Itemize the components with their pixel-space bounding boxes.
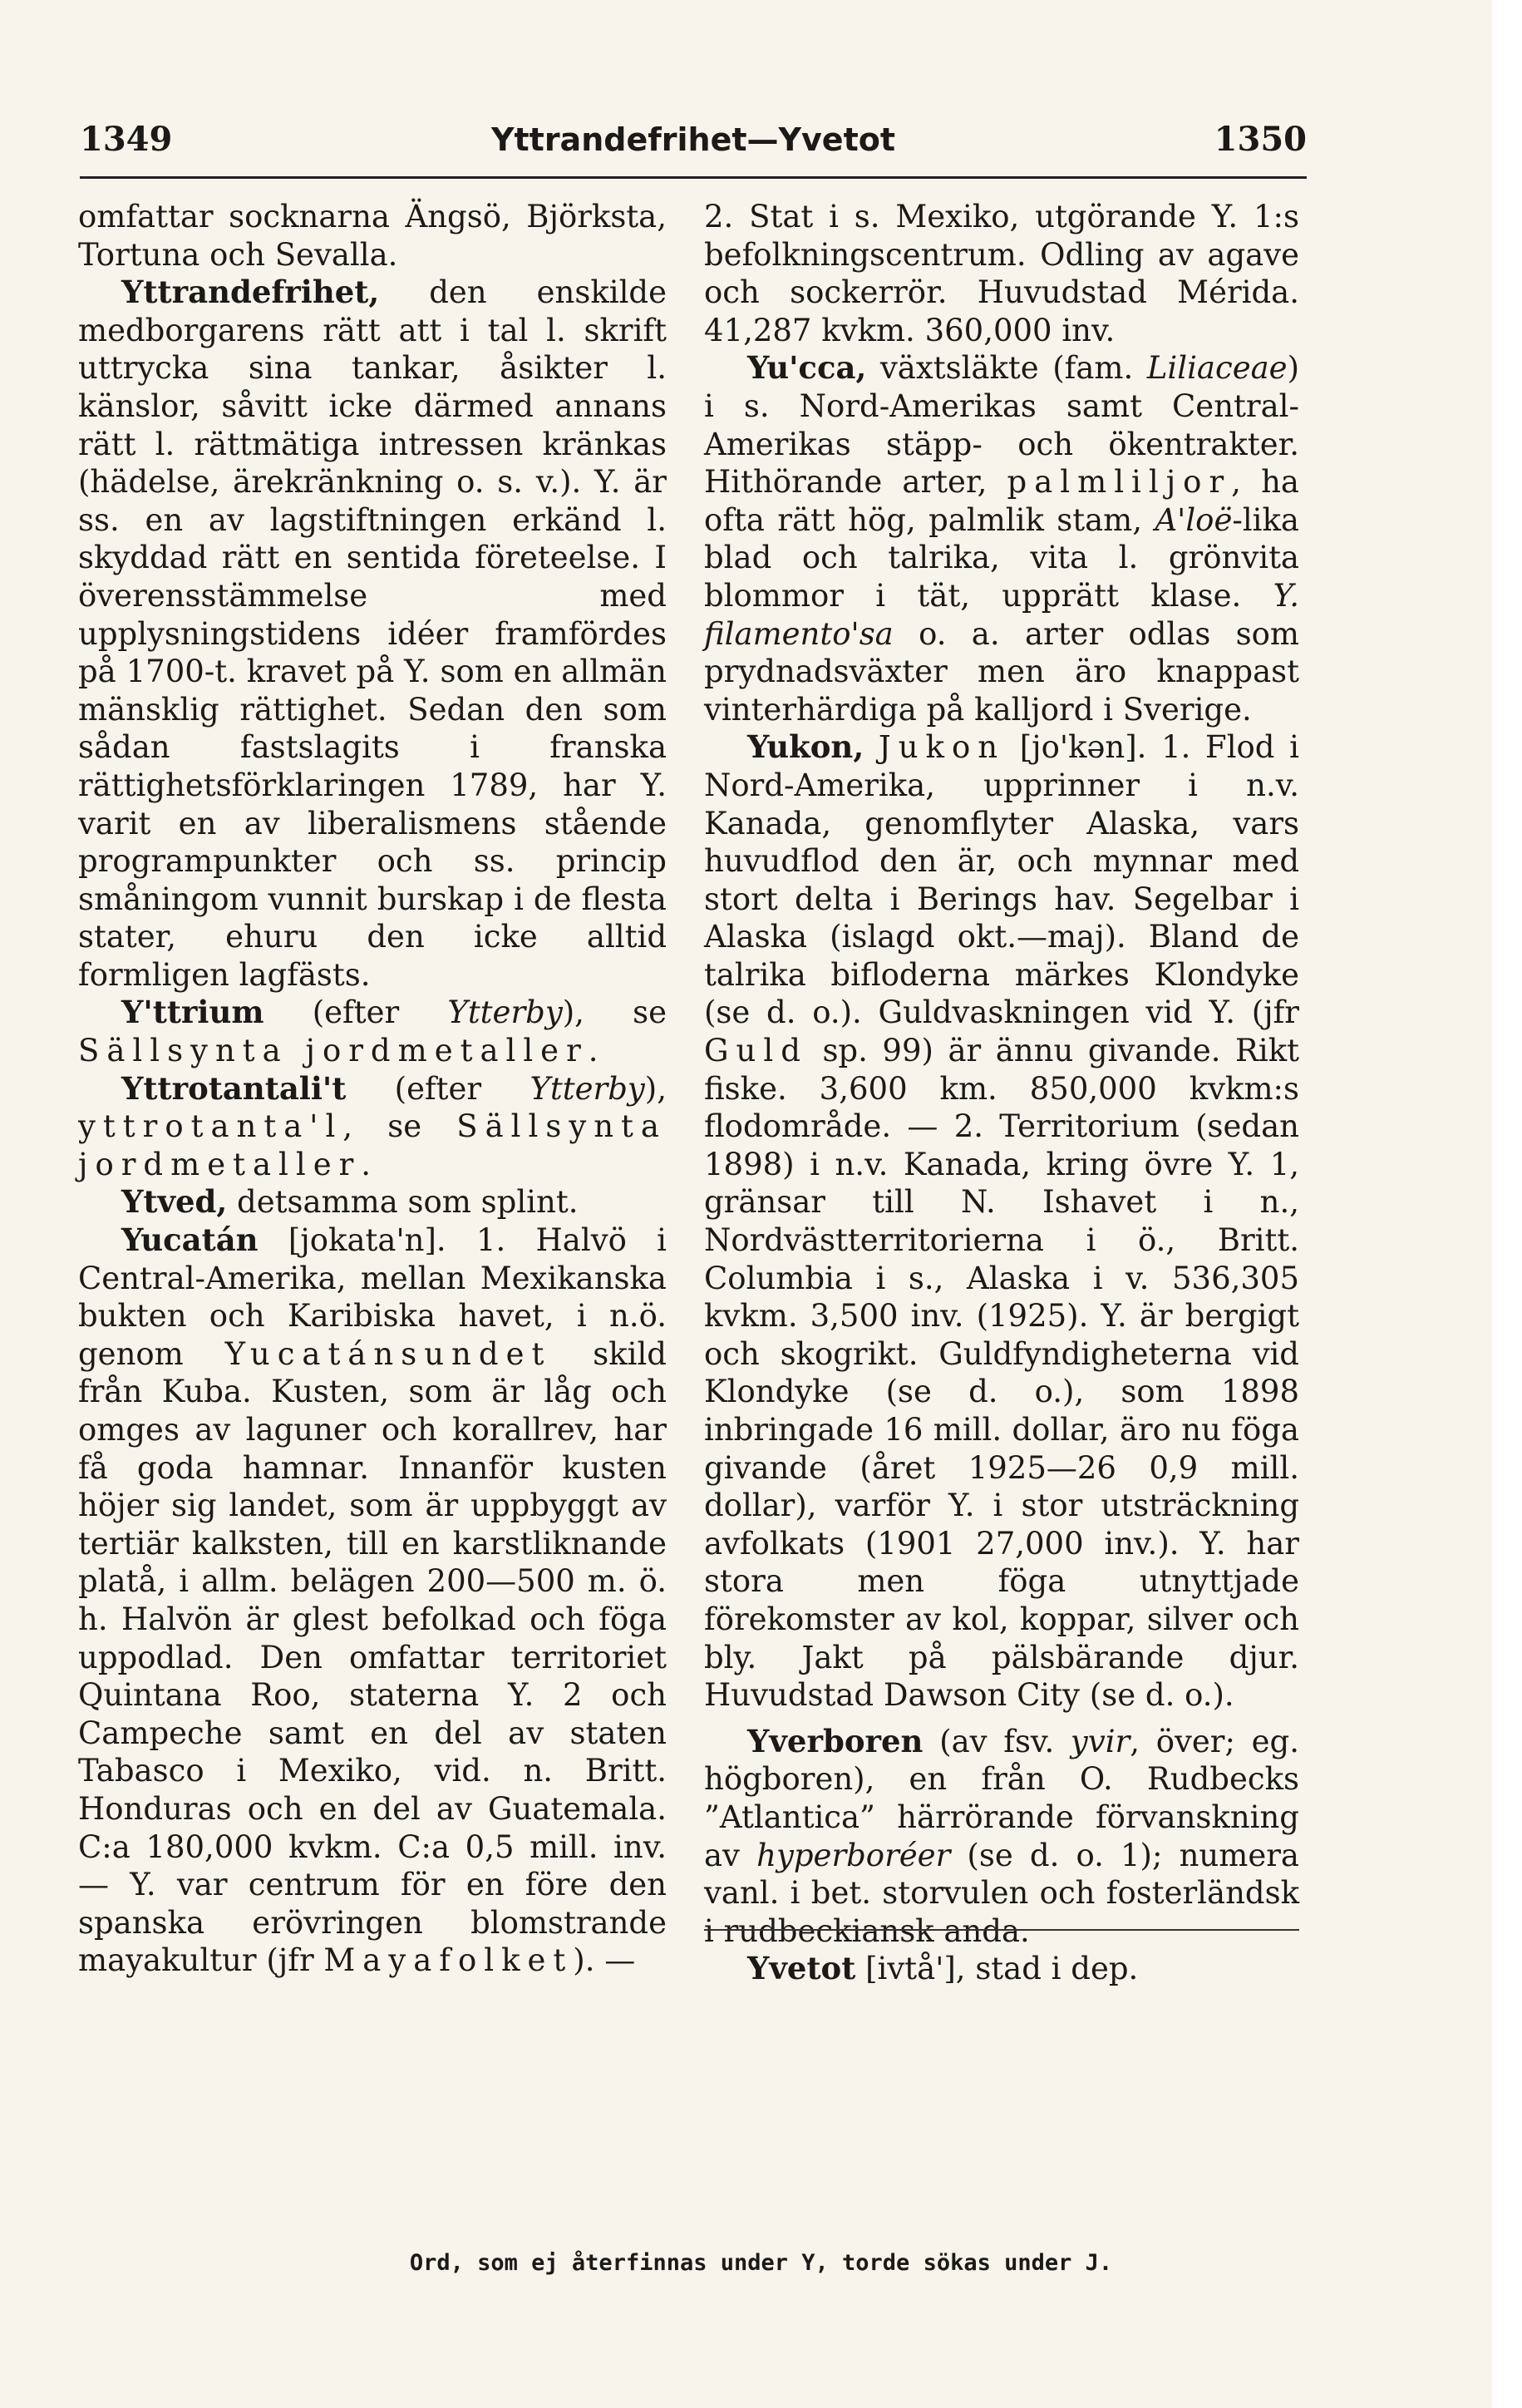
- headword: Yverboren: [747, 1722, 924, 1759]
- entry-text: .: [361, 1146, 372, 1182]
- entry-text: 2. Stat i s. Mexiko, utgörande Y. 1:s befolkningscentrum. Odling av agave och sockerrör. Huvudstad Mérida. 41,287 kvkm. 360,000 inv.: [704, 199, 1299, 348]
- italic-text: yvir: [1070, 1723, 1130, 1759]
- footer-note: Ord, som ej återfinnas under Y, torde sökas under J.: [409, 2250, 1113, 2276]
- page-edge: [1492, 0, 1522, 2408]
- entry-yverboren: [704, 1723, 1299, 1951]
- headword: Y'ttrium: [121, 994, 264, 1031]
- spaced-term: yttrotanta'l: [78, 1108, 343, 1145]
- italic-text: Ytterby: [447, 994, 563, 1031]
- entry-yucatan: [78, 1221, 667, 1980]
- entry-yucca: [704, 349, 1299, 728]
- spaced-term: Yucatánsundet: [224, 1335, 552, 1372]
- entry-text: [864, 729, 879, 765]
- entry-text: o. a. arter odlas som prydnadsväxter men äro knappast vinterhärdiga på kalljord i Sverige.: [704, 615, 1299, 728]
- cross-reference: Sällsynta jordmetaller: [78, 1108, 667, 1182]
- entry-yukon: [704, 728, 1299, 1714]
- entry-text: den enskilde medborgarens rätt att i tal l. skrift uttrycka sina tankar, åsikter l. känslor, såvitt icke därmed annans rätt l. rättmätiga intressen kränkas (hädelse, ärekränkning o. s. v.). Y. är ss. en av lagstiftningen erkänd l. skyddad rätt en sentida företeelse. I överensstämmelse med upplysningstidens idéer framfördes på 1700-t. kravet på Y. som en allmän mänsklig rättighet. Sedan den som sådan fastslagits i franska rättighetsförklaringen 1789, har Y. varit en av liberalismens stående programpunkter och ss. princip småningom vunnit burskap i de flesta stater, ehuru den icke alltid formligen lagfästs.: [78, 274, 667, 993]
- entry-text: [jokata'n]. 1. Halvö i Central-Amerika, mellan Mexikanska bukten och Karibiska havet, i n.ö. genom: [78, 1222, 667, 1372]
- entry-text: [ivtå'], stad i dep.: [855, 1951, 1139, 1987]
- cross-reference: Guld: [704, 1033, 808, 1069]
- headword: Yu'cca,: [747, 349, 867, 387]
- headword: Yukon,: [747, 728, 864, 766]
- entry-text: sp. 99) är ännu givande. Rikt fiske. 3,600 km. 850,000 kvkm:s flodområde. — 2. Territorium (sedan 1898) i n.v. Kanada, kring övre Y. 1, gränsar till N. Ishavet i n., Nordvästterritorierna i ö., Britt. Columbia i s., Alaska i v. 536,305 kvkm. 3,500 inv. (1925). Y. är bergigt och skogrikt. Guldfyndigheterna vid Klondyke (se d. o.), som 1898 inbringade 16 mill. dollar, äro nu föga givande (året 1925—26 0,9 mill. dollar), varför Y. i stor utsträckning avfolkats (1901 27,000 inv.). Y. har stora men föga utnyttjade förekomster av kol, koppar, silver och bly. Jakt på pälsbärande djur. Huvudstad Dawson City (se d. o.).: [704, 1033, 1299, 1714]
- page-number-left: 1349: [80, 120, 173, 159]
- entry-text: , över; eg. högboren), en från O. Rudbecks ”Atlantica” härrörande förvanskning av: [704, 1723, 1299, 1873]
- entry-text: [jo'kən]. 1. Flod i Nord-Amerika, upprinner i n.v. Kanada, genomflyter Alaska, vars huvudflod den är, och mynnar med stort delta i Berings hav. Segelbar i Alaska (islagd okt.—maj). Bland de talrika bifloderna märkes Klondyke (se d. o.). Guldvaskningen vid Y. (jfr: [704, 729, 1299, 1031]
- italic-text: hyperboréer: [756, 1837, 951, 1873]
- entry-yttrotantalit: [78, 1070, 667, 1184]
- entry-divider: [704, 1929, 1299, 1931]
- entry-text: växtsläkte (fam.: [866, 350, 1147, 387]
- entry-yvetot: [704, 1950, 1299, 1988]
- entry-text: skild från Kuba. Kusten, som är låg och omges av laguner och korallrev, har få goda hamnar. Innanför kusten höjer sig landet, som är uppbyggt av tertiär kalksten, till en karstliknande platå, i allm. belägen 200—500 m. ö. h. Halvön är glest befolkad och föga uppodlad. Den omfattar territoriet Quintana Roo, staterna Y. 2 och Campeche samt en del av staten Tabasco i Mexiko, vid. n. Britt. Honduras och en del av Guatemala. C:a 180,000 kvkm. C:a 0,5 mill. inv. — Y. var centrum för en före den spanska erövringen blomstrande mayakultur (jfr: [78, 1335, 667, 1979]
- right-column: [704, 198, 1299, 1988]
- headword: Yttrandefrihet,: [121, 274, 380, 311]
- entry-text: ), se: [562, 994, 667, 1031]
- italic-text: Liliaceae: [1146, 350, 1288, 387]
- page-header: [80, 115, 1307, 165]
- entry-text: omfattar socknarna Ängsö, Björksta, Tortuna och Sevalla.: [78, 199, 667, 273]
- entry-text: , se: [342, 1108, 457, 1145]
- entry-text: (efter: [346, 1070, 530, 1107]
- italic-text: Ytterby: [529, 1070, 645, 1107]
- running-title: Yttrandefrihet—Yvetot: [490, 121, 896, 158]
- entry-continuation: [704, 198, 1299, 349]
- page-number-right: 1350: [1214, 120, 1307, 159]
- italic-text: A'loë: [1155, 501, 1233, 538]
- spaced-term: Jukon: [878, 729, 1006, 766]
- entry-text: .: [588, 1033, 598, 1069]
- entry-yttrium: [78, 994, 667, 1069]
- entry-yttrandefrihet: [78, 274, 667, 994]
- left-column: [78, 198, 667, 1980]
- headword: Yucatán: [121, 1221, 259, 1259]
- entry-text: (efter: [264, 994, 448, 1031]
- entry-ytved: [78, 1183, 667, 1221]
- entry-text: ),: [644, 1070, 667, 1107]
- header-rule: [80, 176, 1307, 179]
- cross-reference: Sällsynta jordmetaller: [78, 1033, 589, 1069]
- entry-text: ) i s. Nord-Amerikas samt Central-Amerikas stäpp- och ökentrakter. Hithörande arter,: [704, 350, 1299, 501]
- entry-text: -lika blad och talrika, vita l. grönvita blommor i tät, upprätt klase.: [704, 501, 1299, 614]
- entry-text: (se d. o. 1); numera vanl. i bet. storvulen och fosterländsk i rudbeckiansk anda.: [704, 1837, 1299, 1949]
- italic-text: Y. filamento'sa: [704, 577, 1299, 652]
- entry-text: (av fsv.: [923, 1723, 1071, 1759]
- entry-text: detsamma som splint.: [227, 1184, 579, 1221]
- entry-text: ). —: [573, 1942, 636, 1979]
- headword: Yvetot: [747, 1950, 856, 1987]
- headword: Ytved,: [121, 1183, 228, 1221]
- cross-reference: Mayafolket: [323, 1942, 574, 1979]
- headword: Yttrotantali't: [121, 1069, 347, 1107]
- entry-text: , ha ofta rätt hög, palmlik stam,: [704, 464, 1299, 538]
- spaced-term: palmliljor: [1007, 464, 1232, 501]
- entry-continuation: [78, 198, 667, 274]
